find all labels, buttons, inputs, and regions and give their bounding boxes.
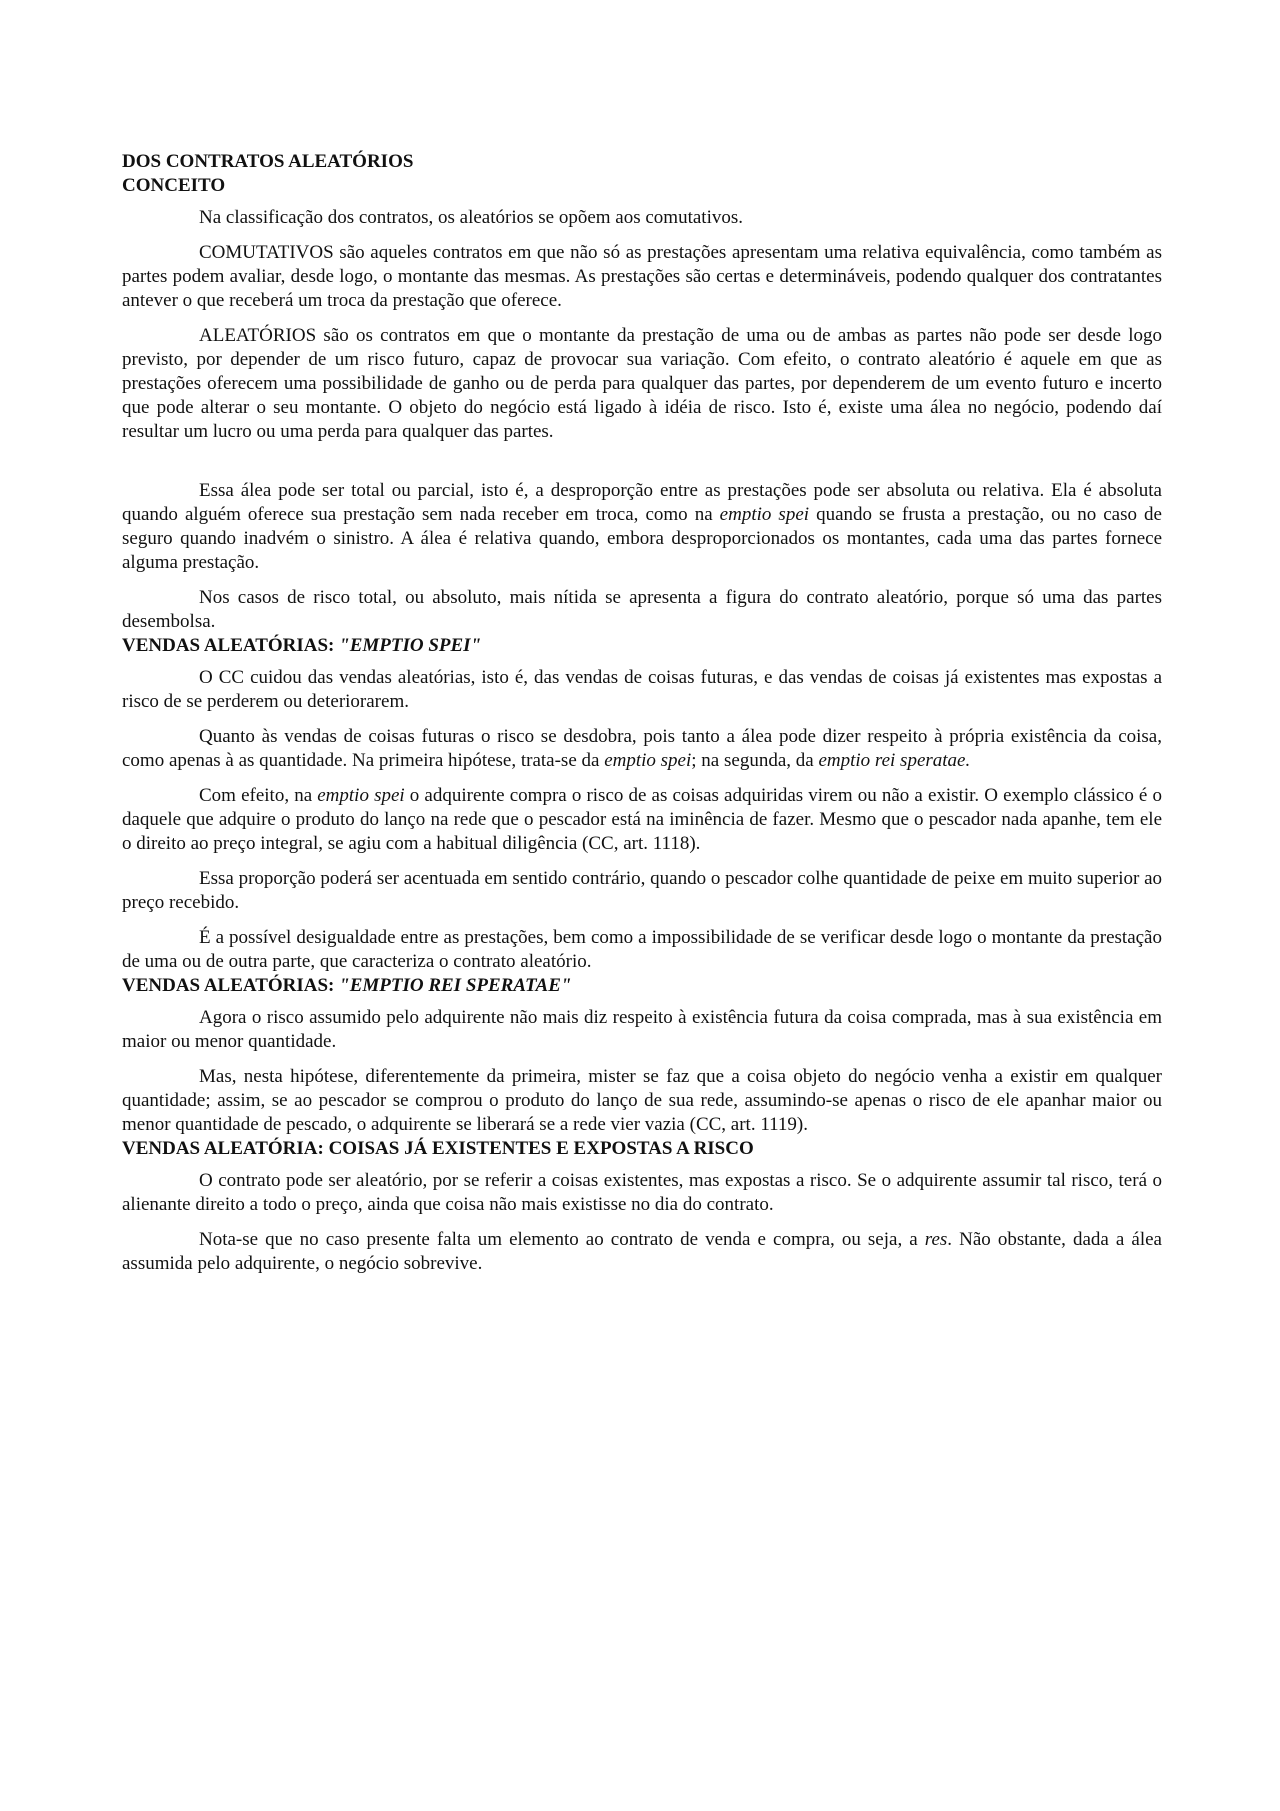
italic-term: emptio spei (317, 785, 405, 806)
document-title: DOS CONTRATOS ALEATÓRIOS (122, 151, 414, 172)
italic-term: emptio spei (604, 750, 692, 771)
paragraph-emptio-rei-2: Mas, nesta hipótese, diferentemente da primeira, mister se faz que a coisa objeto do negócio venha a existir em qualquer quantidade; assim, se ao pescador se comprou o produto do lanço de sua rede, assumindo-se apenas o risco de ele apanhar maior ou menor quantidade de pescado, o adquirente se liberará se a rede vier vazia (CC, art. 1119). (122, 1066, 1162, 1135)
paragraph-aleatorios: ALEATÓRIOS são os contratos em que o montante da prestação de uma ou de ambas as partes não pode ser desde logo previsto, por depender de um risco futuro, capaz de provocar sua variação. Com efeito, o contrato aleatório é aquele em que as prestações oferecem uma possibilidade de ganho ou de perda para qualquer das partes, por dependerem de um evento futuro e incerto que pode alterar o seu montante. O objeto do negócio está ligado à idéia de risco. Isto é, existe uma álea no negócio, podendo daí resultar um lucro ou uma perda para qualquer das partes. (122, 325, 1162, 442)
heading-prefix: VENDAS ALEATÓRIAS: (122, 975, 340, 996)
section-heading-emptio-spei (122, 634, 1162, 658)
paragraph-emptio-spei-2 (122, 725, 1162, 773)
paragraph-emptio-spei-4: Essa proporção poderá ser acentuada em sentido contrário, quando o pescador colhe quantidade de peixe em muito superior ao preço recebido. (122, 868, 1162, 913)
section-emptio-rei-speratae (122, 974, 1162, 1137)
paragraph-emptio-spei-5: É a possível desigualdade entre as prestações, bem como a impossibilidade de se verificar desde logo o montante da prestação de uma ou de outra parte, que caracteriza o contrato aleatório. (122, 927, 1162, 972)
paragraph-comutativos: COMUTATIVOS são aqueles contratos em que não só as prestações apresentam uma relativa equivalência, como também as partes podem avaliar, desde logo, o montante das mesmas. As prestações são certas e determináveis, podendo qualquer dos contratantes antever o que receberá um troca da prestação que oferece. (122, 242, 1162, 311)
text-run: Com efeito, na (199, 785, 318, 806)
paragraph-risco-total: Nos casos de risco total, ou absoluto, mais nítida se apresenta a figura do contrato aleatório, porque só uma das partes desembolsa. (122, 587, 1162, 632)
section-heading-emptio-rei-speratae (122, 974, 1162, 998)
text-run: Quanto às vendas de coisas futuras o risco se desdobra, pois tanto a álea pode dizer respeito à própria existência da coisa, como apenas à as quantidade. Na primeira hipótese, trata-se da (122, 726, 1162, 771)
italic-term: emptio spei (719, 504, 810, 525)
document-page (122, 150, 1162, 1276)
heading-italic-term: "EMPTIO REI SPERATAE" (339, 975, 572, 996)
text-run: Essa álea pode ser total ou parcial, isto é, a desproporção entre as prestações pode ser absoluta ou relativa. Ela é absoluta quando alguém oferece sua prestação sem nada receber em troca, como na (122, 480, 1162, 525)
section-coisas-existentes (122, 1137, 1162, 1276)
section-heading-coisas-existentes: VENDAS ALEATÓRIA: COISAS JÁ EXISTENTES E EXPOSTAS A RISCO (122, 1138, 754, 1159)
heading-italic-term: "EMPTIO SPEI" (339, 635, 482, 656)
paragraph-emptio-spei-1: O CC cuidou das vendas aleatórias, isto é, das vendas de coisas futuras, e das vendas de coisas já existentes mas expostas a risco de se perderem ou deteriorarem. (122, 667, 1162, 712)
text-run: Nota-se que no caso presente falta um elemento ao contrato de venda e compra, ou seja, a (199, 1229, 925, 1250)
paragraph-alea (122, 479, 1162, 575)
paragraph-emptio-rei-1: Agora o risco assumido pelo adquirente não mais diz respeito à existência futura da coisa comprada, mas à sua existência em maior ou menor quantidade. (122, 1007, 1162, 1052)
section-heading-conceito: CONCEITO (122, 175, 226, 196)
paragraph-emptio-spei-3 (122, 784, 1162, 856)
italic-term: emptio rei speratae. (818, 750, 971, 771)
section-conceito (122, 174, 1162, 634)
paragraph-existentes-2 (122, 1228, 1162, 1276)
paragraph-existentes-1: O contrato pode ser aleatório, por se referir a coisas existentes, mas expostas a risco. Se o adquirente assumir tal risco, terá o alienante direito a todo o preço, ainda que coisa não mais existisse no dia do contrato. (122, 1170, 1162, 1215)
text-run: quando se frusta a prestação, ou no caso de seguro quando inadvém o sinistro. A álea é relativa quando, embora desproporcionados os montantes, cada uma das partes fornece alguma prestação. (122, 504, 1162, 573)
text-run: ; na segunda, da (691, 750, 819, 771)
italic-term: res (924, 1229, 948, 1250)
section-emptio-spei (122, 634, 1162, 974)
text-run: o adquirente compra o risco de as coisas adquiridas virem ou não a existir. O exemplo clássico é o daquele que adquire o produto do lanço na rede que o pescador está na iminência de fazer. Mesmo que o pescador nada apanhe, tem ele o direito ao preço integral, se agiu com a habitual diligência (CC, art. 1118). (122, 785, 1162, 854)
text-run: . Não obstante, dada a álea assumida pelo adquirente, o negócio sobrevive. (122, 1229, 1162, 1274)
paragraph-conceito-1: Na classificação dos contratos, os aleatórios se opõem aos comutativos. (199, 207, 743, 228)
heading-prefix: VENDAS ALEATÓRIAS: (122, 635, 340, 656)
